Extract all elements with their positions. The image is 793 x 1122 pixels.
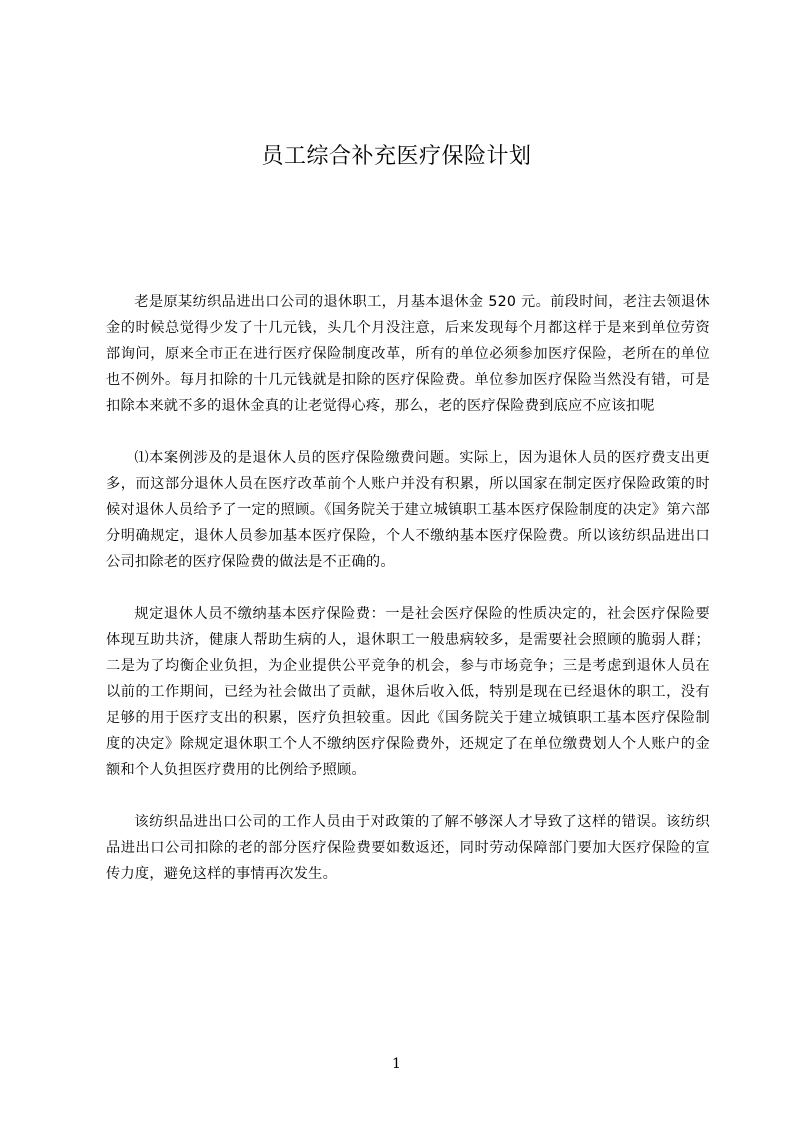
paragraph-reasons: 规定退休人员不缴纳基本医疗保险费：一是社会医疗保险的性质决定的，社会医疗保险要体现互助共济，健康人帮助生病的人，退休职工一般患病较多，是需要社会照顾的脆弱人群；二是为了均衡企业负担，为企业提供公平竞争的机会，参与市场竞争；三是考虑到退休人员在以前的工作期间，已经为社会做出了贡献，退休后收入低，特别是现在已经退休的职工，没有足够的用于医疗支出的积累，医疗负担较重。因此《国务院关于建立城镇职工基本医疗保险制度的决定》除规定退休职工个人不缴纳医疗保险费外，还规定了在单位缴费划人个人账户的金额和个人负担医疗费用的比例给予照顾。 [106, 606, 710, 778]
paragraph-conclusion: 该纺织品进出口公司的工作人员由于对政策的了解不够深人才导致了这样的错误。该纺织品进出口公司扣除的老的部分医疗保险费要如数返还，同时劳动保障部门要加大医疗保险的宣传力度，避免这样的事情再次发生。 [106, 814, 710, 882]
paragraph-spacer [106, 419, 710, 445]
paragraph-case-description: 老是原某纺织品进出口公司的退休职工，月基本退休金 520 元。前段时间，老注去领退休金的时候总觉得少发了十几元钱，头几个月没注意，后来发现每个月都这样于是来到单位劳资部询问，原来全市正在进行医疗保险制度改革，所有的单位必须参加医疗保险，老所在的单位也不例外。每月扣除的十几元钱就是扣除的医疗保险费。单位参加医疗保险当然没有错，可是扣除本来就不多的退休金真的让老觉得心疼，那么，老的医疗保险费到底应不应该扣呢 [106, 294, 710, 414]
document-title: 员工综合补充医疗保险计划 [261, 144, 532, 169]
document-body [106, 289, 710, 887]
paragraph-spacer [106, 575, 710, 601]
page-number: 1 [392, 1056, 401, 1072]
paragraph-analysis: ⑴本案例涉及的是退休人员的医疗保险缴费问题。实际上，因为退休人员的医疗费支出更多，而这部分退休人员在医疗改革前个人账户并没有积累，所以国家在制定医疗保险政策的时候对退休人员给予了一定的照顾。《国务院关于建立城镇职工基本医疗保险制度的决定》第六部分明确规定，退休人员参加基本医疗保险，个人不缴纳基本医疗保险费。所以该纺织品进出口公司扣除老的医疗保险费的做法是不正确的。 [106, 450, 710, 570]
paragraph-spacer [106, 783, 710, 809]
